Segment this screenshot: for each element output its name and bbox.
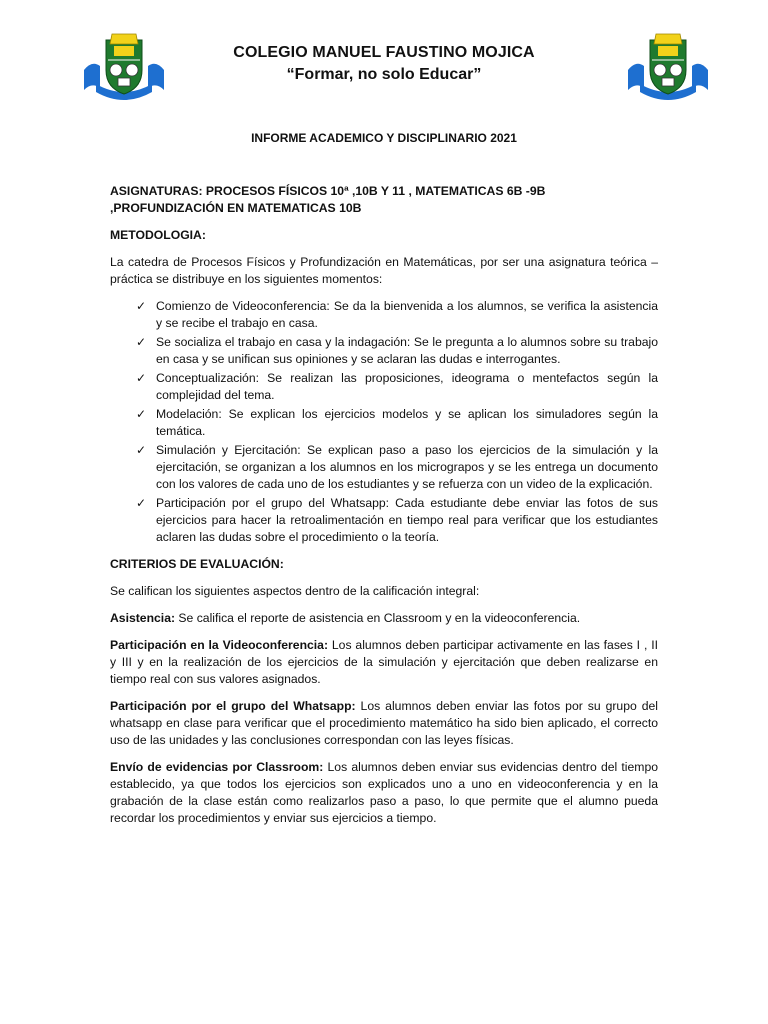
school-crest-logo-left xyxy=(82,30,166,100)
checkmark-icon: ✓ xyxy=(136,496,147,510)
criterion-classroom: Envío de evidencias por Classroom: Los alumnos deben enviar sus evidencias dentro del tiempo establecido, ya que todos los ejercicios son explicados uno a uno en videoconferencia y en la grabación de la clase están como realizarlos paso a paso, lo que permite que el alumno pueda recordar los procedimientos y enviar sus ejercicios a tiempo. xyxy=(110,760,659,825)
checkmark-icon: ✓ xyxy=(136,299,147,313)
list-item: ✓ Conceptualización: Se realizan las proposiciones, ideograma o mentefactos según la complejidad del tema. xyxy=(136,371,658,402)
document-body xyxy=(110,183,658,837)
school-name: COLEGIO MANUEL FAUSTINO MOJICA xyxy=(233,44,535,61)
school-crest-logo-right xyxy=(626,30,710,100)
checkmark-icon: ✓ xyxy=(136,443,147,457)
criterion-videoconference: Participación en la Videoconferencia: Los alumnos deben participar activamente en las fases I , II y III y en la realización de los ejercicios de la simulación y ejercitación que deben realizarse en tiempo real con sus valores asignados. xyxy=(110,638,659,686)
criteria-intro: Se califican los siguientes aspectos dentro de la calificación integral: xyxy=(110,584,480,598)
criteria-heading: CRITERIOS DE EVALUACIÓN: xyxy=(110,557,284,571)
report-title: INFORME ACADEMICO Y DISCIPLINARIO 2021 xyxy=(251,131,517,145)
crest-icon xyxy=(82,30,166,100)
methodology-heading: METODOLOGIA: xyxy=(110,228,206,242)
subjects-heading: ASIGNATURAS: PROCESOS FÍSICOS 10ª ,10B Y 11 , MATEMATICAS 6B -9B ,PROFUNDIZACIÓN EN MATEMATICAS 10B xyxy=(110,184,546,215)
checkmark-icon: ✓ xyxy=(136,335,147,349)
criterion-whatsapp: Participación por el grupo del Whatsapp: Los alumnos deben enviar las fotos por su grupo del whatsapp en clase para verificar que el procedimiento matemático ha sido bien aplicado, el correcto uso de las unidades y las conclusiones correspondan con las leyes físicas. xyxy=(110,699,658,747)
list-item: ✓ Participación por el grupo del Whatsapp: Cada estudiante debe enviar las fotos de sus ejercicios para hacer la retroalimentación en tiempo real para verificar que los estudiantes aclaren las dudas sobre el procedimiento o la teoría. xyxy=(136,496,658,544)
school-motto: “Formar, no solo Educar” xyxy=(286,66,482,83)
checkmark-icon: ✓ xyxy=(136,371,147,385)
checkmark-icon: ✓ xyxy=(136,407,147,421)
list-item: ✓ Comienzo de Videoconferencia: Se da la bienvenida a los alumnos, se verifica la asistencia y se recibe el trabajo en casa. xyxy=(136,299,658,330)
methodology-intro: La catedra de Procesos Físicos y Profundización en Matemáticas, por ser una asignatura teórica –práctica se distribuye en los siguientes momentos: xyxy=(110,255,658,286)
moments-list xyxy=(110,298,658,546)
crest-icon xyxy=(626,30,710,100)
list-item: ✓ Se socializa el trabajo en casa y la indagación: Se le pregunta a lo alumnos sobre su trabajo en casa y se unifican sus opiniones y se aclaran las dudas e interrogantes. xyxy=(136,335,658,366)
list-item: ✓ Modelación: Se explican los ejercicios modelos y se aplican los simuladores según la temática. xyxy=(136,407,658,438)
list-item: ✓ Simulación y Ejercitación: Se explican paso a paso los ejercicios de la simulación y la ejercitación, se organizan a los alumnos en los micrograpos y se les entrega un documento con los valores de cada uno de los estudiantes y se refuerza con un video de la explicación. xyxy=(136,443,658,491)
criterion-attendance: Asistencia: Se califica el reporte de asistencia en Classroom y en la videoconferencia. xyxy=(110,611,581,625)
